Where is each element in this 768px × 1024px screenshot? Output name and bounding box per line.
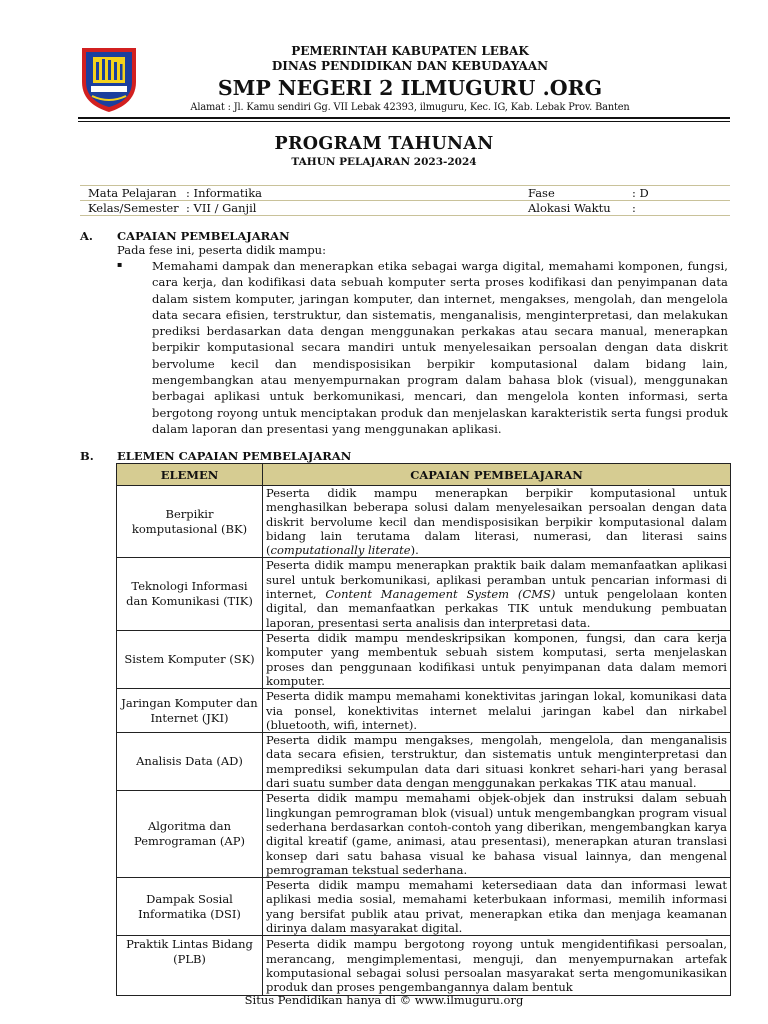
- info-divider-bottom: [80, 215, 730, 216]
- header-government: PEMERINTAH KABUPATEN LEBAK: [291, 44, 529, 58]
- section-b-letter: B.: [80, 449, 94, 463]
- element-name: Algoritma dan Pemrograman (AP): [117, 791, 263, 878]
- bullet-icon: ▪: [117, 260, 123, 269]
- phase-label: Fase: [528, 186, 555, 200]
- achievement-text: Peserta didik mampu memahami objek-objek dan instruksi dalam sebuah lingkungan pemrograman blok (visual) untuk mengembangkan program visual sederhana berdasarkan contoh-contoh yang diberikan, mengembangkan karya digital kreatif (game, animasi, atau presentasi), menerapkan aturan translasi konsep dari satu bahasa visual ke bahasa visual lainnya, dan mengenal pemrograman tekstual sederhana.: [263, 791, 731, 878]
- letterhead-rule-thick: [78, 117, 730, 119]
- time-value: :: [632, 201, 636, 215]
- table-row: [117, 791, 731, 878]
- document-title: PROGRAM TAHUNAN: [274, 134, 494, 154]
- table-row: [117, 936, 731, 996]
- achievement-text: Peserta didik mampu mendeskripsikan komponen, fungsi, dan cara kerja komputer yang membentuk sebuah sistem komputasi, serta menjelaskan proses dan penggunaan kodifikasi untuk penyimpanan data dalam memori komputer.: [263, 630, 731, 688]
- table-row: [117, 878, 731, 936]
- phase-value: : D: [632, 186, 649, 200]
- table-row: [117, 630, 731, 688]
- footer-text: Situs Pendidikan hanya di © www.ilmuguru.org: [244, 993, 524, 1007]
- element-name: Jaringan Komputer dan Internet (JKI): [117, 689, 263, 733]
- subject-value: : Informatika: [186, 186, 263, 200]
- school-address: Alamat : Jl. Kamu sendiri Gg. VII Lebak 42393, ilmuguru, Kec. IG, Kab. Lebak Prov. Banten: [190, 102, 630, 113]
- element-name: Dampak Sosial Informatika (DSI): [117, 878, 263, 936]
- section-a-title: CAPAIAN PEMBELAJARAN: [117, 229, 290, 243]
- achievement-text: Peserta didik mampu memahami ketersediaan data dan informasi lewat aplikasi media sosial, memahami keterbukaan informasi, memilih informasi yang bersifat publik atau privat, menerapkan etika dan menjaga keamanan dirinya dalam masyarakat digital.: [263, 878, 731, 936]
- header-department: DINAS PENDIDIKAN DAN KEBUDAYAAN: [271, 59, 549, 73]
- class-label: Kelas/Semester: [88, 201, 179, 215]
- table-row: [117, 486, 731, 558]
- section-a-letter: A.: [80, 229, 93, 243]
- table-row: [117, 733, 731, 791]
- section-a-paragraph: Memahami dampak dan menerapkan etika sebagai warga digital, memahami komponen, fungsi, cara kerja, dan kodifikasi data sebuah komputer serta proses kodifikasi dan penyimpanan data dalam sistem komputer, jaringan komputer, dan internet, mengakses, mengolah, dan mengelola data secara efisien, terstruktur, dan sistematis, menganalisis, menginterpretasi, dan melakukan prediksi berdasarkan data dengan menggunakan perkakas atau secara manual, menerapkan berpikir komputasional secara mandiri untuk menyelesaikan persoalan dengan data diskrit bervolume kecil dan mendisposisikan berpikir komputasional dalam bidang lain, mengembangkan atau menyempurnakan program dalam bahasa blok (visual), menggunakan berbagai aplikasi untuk berkomunikasi, mencari, dan mengelola konten informasi, serta bergotong royong untuk menciptakan produk dan menjelaskan karakteristik serta fungsi produk dalam laporan dan presentasi yang menggunakan aplikasi.: [152, 259, 728, 436]
- column-header-element: ELEMEN: [117, 464, 263, 486]
- column-header-achievement: CAPAIAN PEMBELAJARAN: [263, 464, 731, 486]
- element-name: Berpikir komputasional (BK): [117, 486, 263, 558]
- time-label: Alokasi Waktu: [528, 201, 611, 215]
- element-name: Analisis Data (AD): [117, 733, 263, 791]
- table-row: [117, 689, 731, 733]
- elements-table: [116, 463, 731, 996]
- letterhead-rule-thin: [78, 121, 730, 122]
- achievement-text: Peserta didik mampu mengakses, mengolah, mengelola, dan menganalisis data secara efisien, terstruktur, dan sistematis untuk menginterpretasi dan memprediksi sekumpulan data dari situasi konkret sehari-hari yang berasal dari suatu sumber data dengan menggunakan perkakas TIK atau manual.: [263, 733, 731, 791]
- achievement-text: Peserta didik mampu menerapkan berpikir komputasional untuk menghasilkan beberapa solusi dalam menyelesaikan persoalan dengan data diskrit bervolume kecil dan mendisposisikan berpikir komputasional dalam bidang lain terutama dalam literasi, numerasi, dan literasi sains (computationally literate).: [263, 486, 731, 558]
- element-name: Sistem Komputer (SK): [117, 630, 263, 688]
- section-a-intro: Pada fese ini, peserta didik mampu:: [117, 243, 326, 257]
- achievement-text: Peserta didik mampu memahami konektivitas jaringan lokal, komunikasi data via ponsel, konektivitas internet melalui jaringan kabel dan nirkabel (bluetooth, wifi, internet).: [263, 689, 731, 733]
- class-value: : VII / Ganjil: [186, 201, 257, 215]
- table-header-row: [117, 464, 731, 486]
- academic-year: TAHUN PELAJARAN 2023-2024: [291, 156, 477, 168]
- element-name: Praktik Lintas Bidang (PLB): [117, 936, 263, 996]
- table-row: [117, 558, 731, 630]
- subject-label: Mata Pelajaran: [88, 186, 177, 200]
- element-name: Teknologi Informasi dan Komunikasi (TIK): [117, 558, 263, 630]
- achievement-text: Peserta didik mampu bergotong royong untuk mengidentifikasi persoalan, merancang, mengimplementasi, menguji, dan menyempurnakan artefak komputasional sebagai solusi persoalan masyarakat serta mengomunikasikan produk dan proses pengembangannya dalam bentuk: [263, 936, 731, 996]
- section-b-title: ELEMEN CAPAIAN PEMBELAJARAN: [117, 449, 352, 463]
- school-name: SMP NEGERI 2 ILMUGURU .ORG: [217, 76, 603, 100]
- achievement-text: Peserta didik mampu menerapkan praktik baik dalam memanfaatkan aplikasi surel untuk berkomunikasi, aplikasi peramban untuk pencarian informasi di internet, Content Management System (CMS) untuk pengelolaan konten digital, dan memanfaatkan perkakas TIK untuk mendukung pembuatan laporan, presentasi serta analisis dan interpretasi data.: [263, 558, 731, 630]
